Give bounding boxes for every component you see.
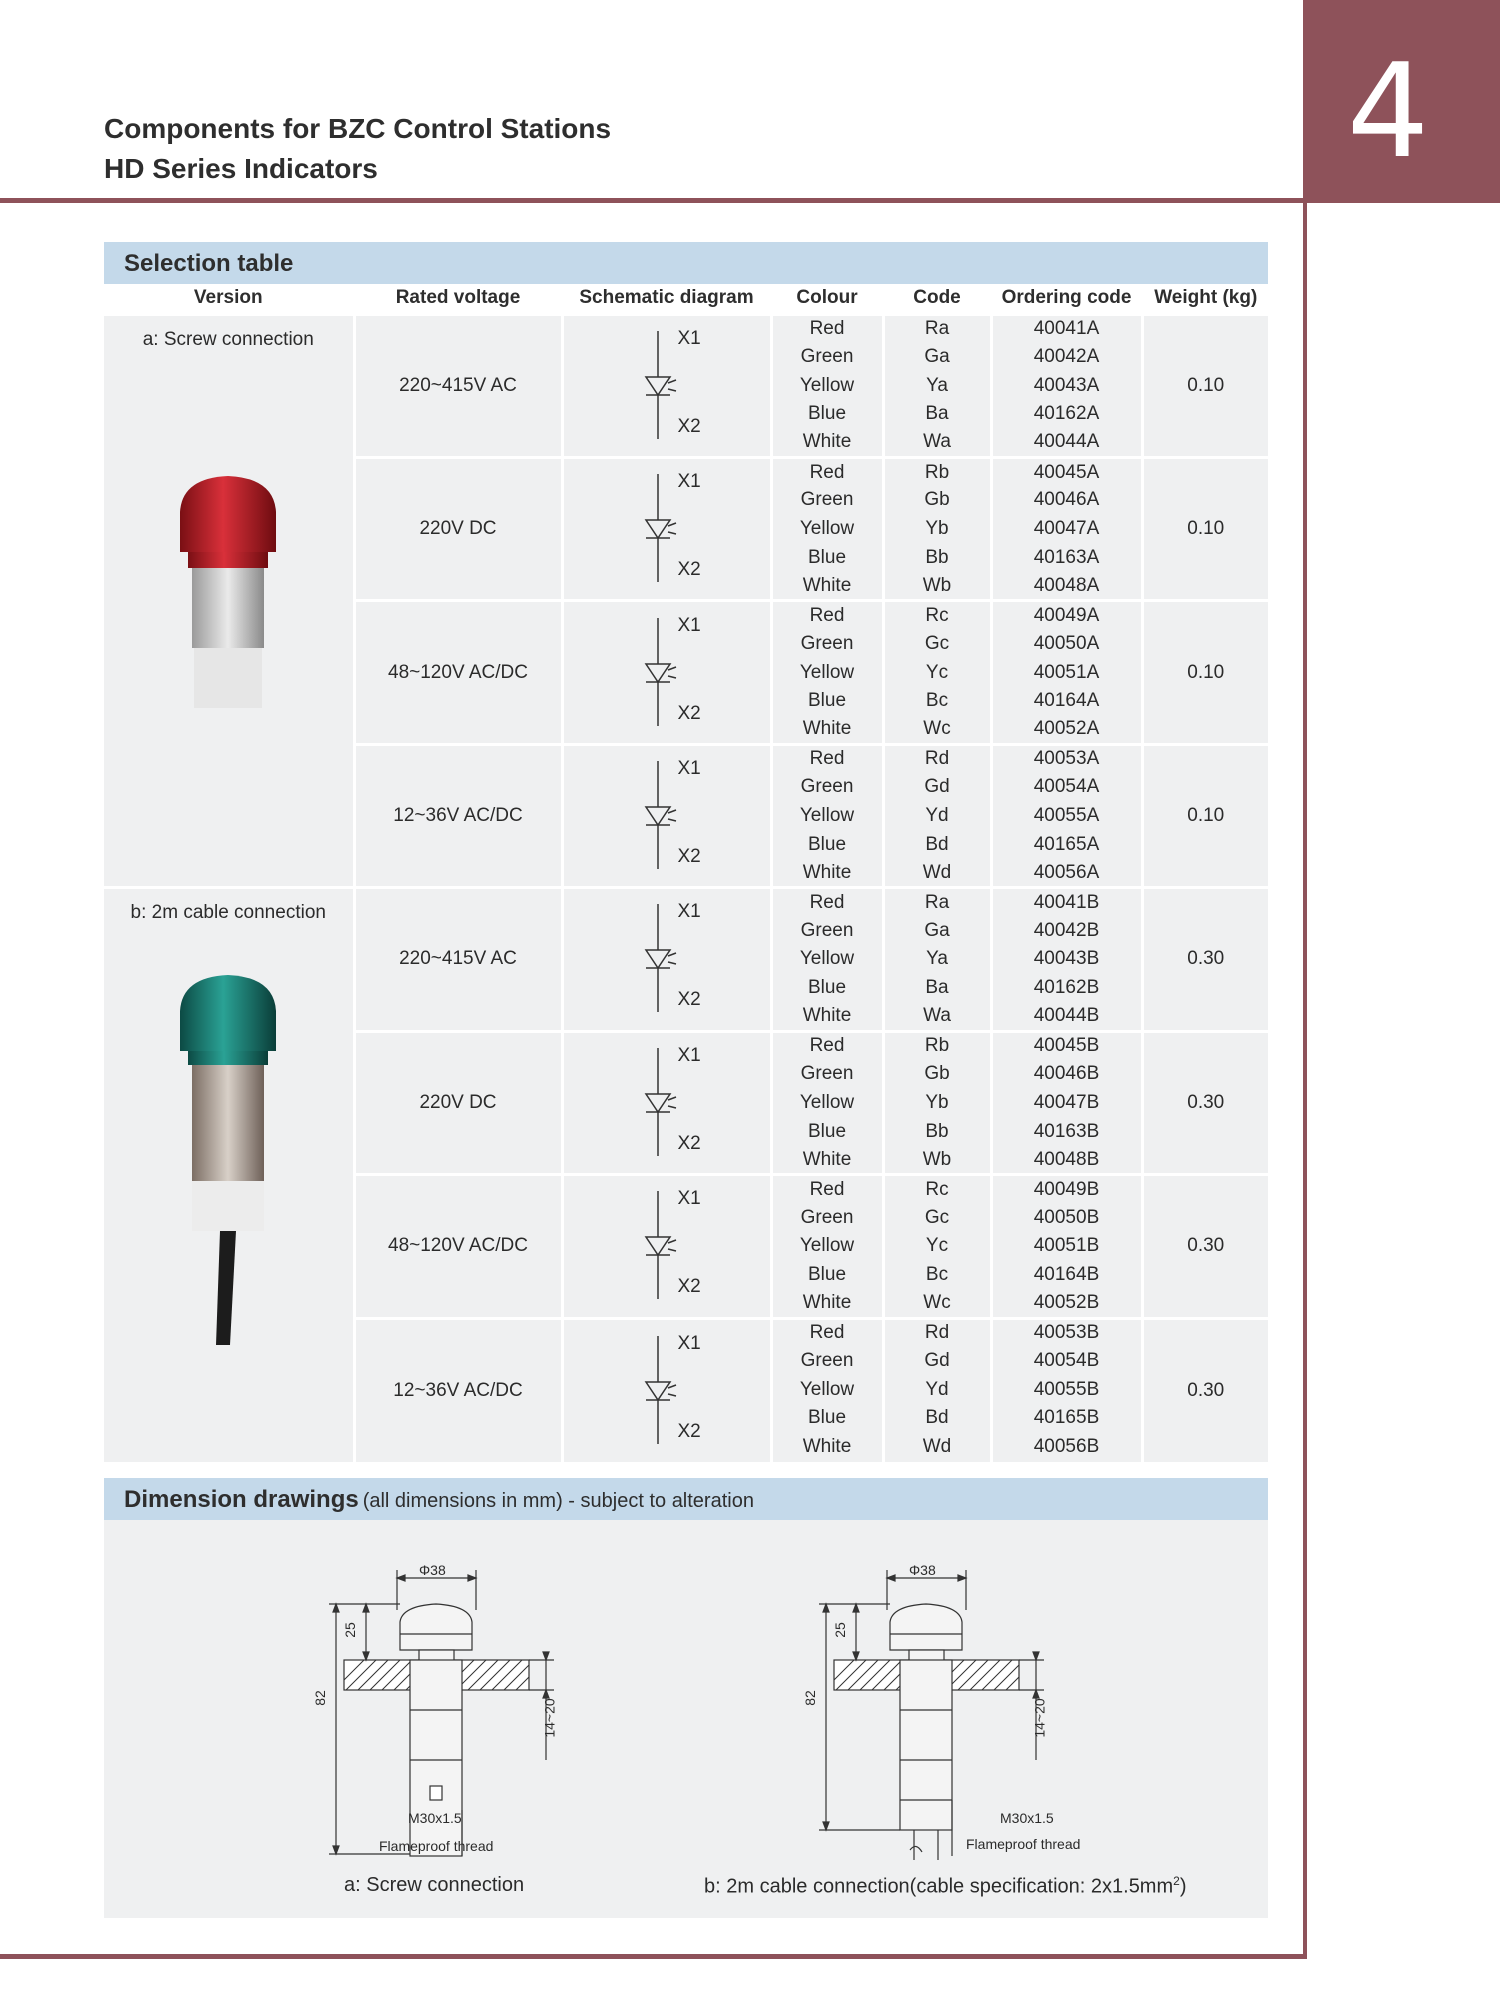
weight-cell: 0.10	[1142, 457, 1268, 600]
dim-a-thread: M30x1.5	[408, 1810, 462, 1826]
ordering-code-cell: 40050A	[991, 630, 1142, 659]
selection-table-heading: Selection table	[124, 250, 294, 277]
code-cell: Rb	[883, 457, 991, 486]
schematic-diagram	[632, 608, 702, 738]
colour-cell: Red	[771, 1031, 883, 1060]
ordering-code-cell: 40056B	[991, 1433, 1142, 1462]
ordering-code-cell: 40041A	[991, 314, 1142, 343]
col-rated-voltage: Rated voltage	[354, 284, 562, 314]
code-cell: Gb	[883, 1060, 991, 1089]
col-version: Version	[104, 284, 354, 314]
table-header-row	[104, 284, 1268, 314]
dimension-heading-bar	[104, 1478, 1268, 1520]
chapter-number: 4	[1346, 35, 1430, 187]
ordering-code-cell: 40055A	[991, 802, 1142, 831]
code-cell: Rc	[883, 601, 991, 630]
code-cell: Bc	[883, 1261, 991, 1290]
schematic-cell	[562, 1031, 771, 1174]
ordering-code-cell: 40043B	[991, 945, 1142, 974]
ordering-code-cell: 40043A	[991, 371, 1142, 400]
code-cell: Ra	[883, 888, 991, 917]
ordering-code-cell: 40047B	[991, 1089, 1142, 1118]
code-cell: Wc	[883, 1289, 991, 1318]
colour-cell: Blue	[771, 1261, 883, 1290]
colour-cell: Yellow	[771, 371, 883, 400]
ordering-code-cell: 40052B	[991, 1289, 1142, 1318]
colour-cell: Yellow	[771, 1232, 883, 1261]
colour-cell: Green	[771, 773, 883, 802]
terminal-x2-label: X2	[677, 989, 701, 1011]
red-indicator-photo	[168, 472, 288, 712]
green-indicator-photo	[168, 973, 288, 1353]
terminal-x2-label: X2	[677, 559, 701, 581]
colour-cell: Red	[771, 744, 883, 773]
code-cell: Wb	[883, 572, 991, 601]
ordering-code-cell: 40051A	[991, 658, 1142, 687]
code-cell: Gd	[883, 773, 991, 802]
ordering-code-cell: 40056A	[991, 859, 1142, 888]
colour-cell: Blue	[771, 687, 883, 716]
schematic-diagram	[632, 321, 702, 451]
code-cell: Ga	[883, 343, 991, 372]
code-cell: Yb	[883, 1089, 991, 1118]
dim-b-height-total: 82	[801, 1690, 818, 1706]
ordering-code-cell: 40046B	[991, 1060, 1142, 1089]
code-cell: Wb	[883, 1146, 991, 1175]
code-cell: Gc	[883, 1203, 991, 1232]
table-row	[104, 314, 1268, 343]
colour-cell: Yellow	[771, 658, 883, 687]
table-body	[104, 314, 1268, 1462]
colour-cell: Green	[771, 630, 883, 659]
terminal-x1-label: X1	[677, 1044, 701, 1066]
colour-cell: Yellow	[771, 945, 883, 974]
code-cell: Wd	[883, 1433, 991, 1462]
colour-cell: White	[771, 1433, 883, 1462]
code-cell: Ya	[883, 945, 991, 974]
footer-divider	[0, 1954, 1307, 1959]
schematic-diagram	[632, 751, 702, 881]
code-cell: Ga	[883, 916, 991, 945]
terminal-x1-label: X1	[677, 614, 701, 636]
ordering-code-cell: 40054A	[991, 773, 1142, 802]
dim-b-caption-end: )	[1179, 1875, 1187, 1898]
dim-a-thread-note: Flameproof thread	[379, 1838, 494, 1854]
ordering-code-cell: 40048B	[991, 1146, 1142, 1175]
ordering-code-cell: 40055B	[991, 1375, 1142, 1404]
dim-a-wall-range: 14~20	[541, 1698, 558, 1738]
schematic-diagram	[632, 1326, 702, 1456]
col-colour: Colour	[771, 284, 883, 314]
dimension-drawing-cable	[764, 1560, 1184, 1860]
dimension-drawing-screw	[274, 1560, 694, 1860]
ordering-code-cell: 40053A	[991, 744, 1142, 773]
dim-a-height-total: 82	[311, 1690, 328, 1706]
colour-cell: White	[771, 859, 883, 888]
weight-cell: 0.10	[1142, 601, 1268, 744]
schematic-diagram	[632, 1181, 702, 1311]
ordering-code-cell: 40163B	[991, 1117, 1142, 1146]
ordering-code-cell: 40049A	[991, 601, 1142, 630]
terminal-x1-label: X1	[677, 758, 701, 780]
dim-b-wall-range: 14~20	[1031, 1698, 1048, 1738]
schematic-cell	[562, 457, 771, 600]
terminal-x1-label: X1	[677, 901, 701, 923]
dim-a-height-top: 25	[341, 1622, 358, 1638]
colour-cell: White	[771, 429, 883, 458]
colour-cell: Yellow	[771, 1089, 883, 1118]
terminal-x1-label: X1	[677, 1332, 701, 1354]
ordering-code-cell: 40042B	[991, 916, 1142, 945]
ordering-code-cell: 40163A	[991, 544, 1142, 573]
colour-cell: Yellow	[771, 515, 883, 544]
colour-cell: Green	[771, 1060, 883, 1089]
colour-cell: Green	[771, 1203, 883, 1232]
colour-cell: Green	[771, 486, 883, 515]
rated-voltage-cell: 12~36V AC/DC	[354, 744, 562, 887]
rated-voltage-cell: 48~120V AC/DC	[354, 601, 562, 744]
header-divider	[0, 198, 1307, 203]
code-cell: Bb	[883, 1117, 991, 1146]
code-cell: Bd	[883, 830, 991, 859]
colour-cell: Blue	[771, 974, 883, 1003]
ordering-code-cell: 40041B	[991, 888, 1142, 917]
ordering-code-cell: 40047A	[991, 515, 1142, 544]
weight-cell: 0.30	[1142, 1175, 1268, 1318]
code-cell: Bb	[883, 544, 991, 573]
version-cell	[104, 888, 354, 1462]
colour-cell: Yellow	[771, 802, 883, 831]
code-cell: Bc	[883, 687, 991, 716]
colour-cell: White	[771, 1146, 883, 1175]
terminal-x2-label: X2	[677, 846, 701, 868]
selection-table-heading-bar	[104, 242, 1268, 284]
weight-cell: 0.30	[1142, 1031, 1268, 1174]
code-cell: Rd	[883, 1318, 991, 1347]
colour-cell: Blue	[771, 1404, 883, 1433]
schematic-cell	[562, 1318, 771, 1461]
colour-cell: Blue	[771, 830, 883, 859]
terminal-x2-label: X2	[677, 1132, 701, 1154]
colour-cell: Green	[771, 916, 883, 945]
dim-b-thread-note: Flameproof thread	[966, 1836, 1081, 1852]
code-cell: Gc	[883, 630, 991, 659]
schematic-cell	[562, 314, 771, 457]
colour-cell: White	[771, 716, 883, 745]
dim-b-caption-main: b: 2m cable connection(cable specification: 2x1.5mm	[704, 1875, 1174, 1898]
colour-cell: White	[771, 1003, 883, 1032]
ordering-code-cell: 40164B	[991, 1261, 1142, 1290]
schematic-diagram	[632, 894, 702, 1024]
dim-a-caption: a: Screw connection	[344, 1874, 525, 1896]
ordering-code-cell: 40053B	[991, 1318, 1142, 1347]
code-cell: Yc	[883, 1232, 991, 1261]
code-cell: Rd	[883, 744, 991, 773]
colour-cell: Blue	[771, 1117, 883, 1146]
code-cell: Gb	[883, 486, 991, 515]
code-cell: Rc	[883, 1175, 991, 1204]
code-cell: Gd	[883, 1347, 991, 1376]
ordering-code-cell: 40045A	[991, 457, 1142, 486]
code-cell: Bd	[883, 1404, 991, 1433]
code-cell: Yd	[883, 802, 991, 831]
rated-voltage-cell: 220V DC	[354, 1031, 562, 1174]
colour-cell: Green	[771, 343, 883, 372]
terminal-x1-label: X1	[677, 471, 701, 493]
dim-b-caption	[704, 1874, 1187, 1899]
ordering-code-cell: 40049B	[991, 1175, 1142, 1204]
code-cell: Wc	[883, 716, 991, 745]
colour-cell: Blue	[771, 400, 883, 429]
weight-cell: 0.10	[1142, 314, 1268, 457]
colour-cell: Red	[771, 457, 883, 486]
ordering-code-cell: 40048A	[991, 572, 1142, 601]
rated-voltage-cell: 220V DC	[354, 457, 562, 600]
ordering-code-cell: 40054B	[991, 1347, 1142, 1376]
col-ordering-code: Ordering code	[991, 284, 1142, 314]
schematic-cell	[562, 744, 771, 887]
dimension-heading-note: (all dimensions in mm) - subject to alteration	[362, 1490, 754, 1512]
terminal-x2-label: X2	[677, 702, 701, 724]
terminal-x2-label: X2	[677, 1276, 701, 1298]
terminal-x1-label: X1	[677, 327, 701, 349]
version-label: a: Screw connection	[142, 328, 314, 350]
ordering-code-cell: 40165A	[991, 830, 1142, 859]
ordering-code-cell: 40044B	[991, 1003, 1142, 1032]
code-cell: Ya	[883, 371, 991, 400]
colour-cell: Red	[771, 314, 883, 343]
dim-b-height-top: 25	[831, 1622, 848, 1638]
page-title: Components for BZC Control Stations	[104, 113, 612, 144]
colour-cell: Red	[771, 888, 883, 917]
colour-cell: White	[771, 572, 883, 601]
colour-cell: Green	[771, 1347, 883, 1376]
dimension-panel	[104, 1520, 1268, 1918]
selection-table	[104, 284, 1268, 1462]
weight-cell: 0.30	[1142, 888, 1268, 1031]
ordering-code-cell: 40050B	[991, 1203, 1142, 1232]
col-schematic: Schematic diagram	[562, 284, 771, 314]
colour-cell: Yellow	[771, 1375, 883, 1404]
ordering-code-cell: 40164A	[991, 687, 1142, 716]
table-row	[104, 888, 1268, 917]
dim-b-diameter: Φ38	[909, 1562, 936, 1578]
version-label: b: 2m cable connection	[130, 902, 326, 924]
code-cell: Yc	[883, 658, 991, 687]
page-subtitle: HD Series Indicators	[104, 153, 378, 184]
colour-cell: Red	[771, 601, 883, 630]
code-cell: Ba	[883, 400, 991, 429]
ordering-code-cell: 40052A	[991, 716, 1142, 745]
weight-cell: 0.10	[1142, 744, 1268, 887]
dimension-heading-title: Dimension drawings	[124, 1486, 359, 1513]
col-weight: Weight (kg)	[1142, 284, 1268, 314]
ordering-code-cell: 40162B	[991, 974, 1142, 1003]
ordering-code-cell: 40162A	[991, 400, 1142, 429]
code-cell: Wa	[883, 429, 991, 458]
version-cell	[104, 314, 354, 888]
rated-voltage-cell: 48~120V AC/DC	[354, 1175, 562, 1318]
dimension-heading	[124, 1486, 754, 1514]
ordering-code-cell: 40051B	[991, 1232, 1142, 1261]
code-cell: Ra	[883, 314, 991, 343]
colour-cell: Red	[771, 1175, 883, 1204]
code-cell: Yb	[883, 515, 991, 544]
terminal-x1-label: X1	[677, 1188, 701, 1210]
dim-a-diameter: Φ38	[419, 1562, 446, 1578]
terminal-x2-label: X2	[677, 415, 701, 437]
rated-voltage-cell: 220~415V AC	[354, 314, 562, 457]
colour-cell: Red	[771, 1318, 883, 1347]
code-cell: Yd	[883, 1375, 991, 1404]
dim-b-thread: M30x1.5	[1000, 1810, 1054, 1826]
right-border	[1303, 200, 1307, 1958]
dim-b-caption-sup: 2	[1173, 1874, 1180, 1888]
schematic-diagram	[632, 464, 702, 594]
ordering-code-cell: 40046A	[991, 486, 1142, 515]
rated-voltage-cell: 220~415V AC	[354, 888, 562, 1031]
ordering-code-cell: 40045B	[991, 1031, 1142, 1060]
schematic-cell	[562, 888, 771, 1031]
code-cell: Wa	[883, 1003, 991, 1032]
code-cell: Rb	[883, 1031, 991, 1060]
colour-cell: Blue	[771, 544, 883, 573]
col-code: Code	[883, 284, 991, 314]
ordering-code-cell: 40165B	[991, 1404, 1142, 1433]
terminal-x2-label: X2	[677, 1420, 701, 1442]
schematic-cell	[562, 1175, 771, 1318]
code-cell: Ba	[883, 974, 991, 1003]
ordering-code-cell: 40042A	[991, 343, 1142, 372]
schematic-cell	[562, 601, 771, 744]
rated-voltage-cell: 12~36V AC/DC	[354, 1318, 562, 1461]
ordering-code-cell: 40044A	[991, 429, 1142, 458]
code-cell: Wd	[883, 859, 991, 888]
schematic-diagram	[632, 1038, 702, 1168]
colour-cell: White	[771, 1289, 883, 1318]
weight-cell: 0.30	[1142, 1318, 1268, 1461]
